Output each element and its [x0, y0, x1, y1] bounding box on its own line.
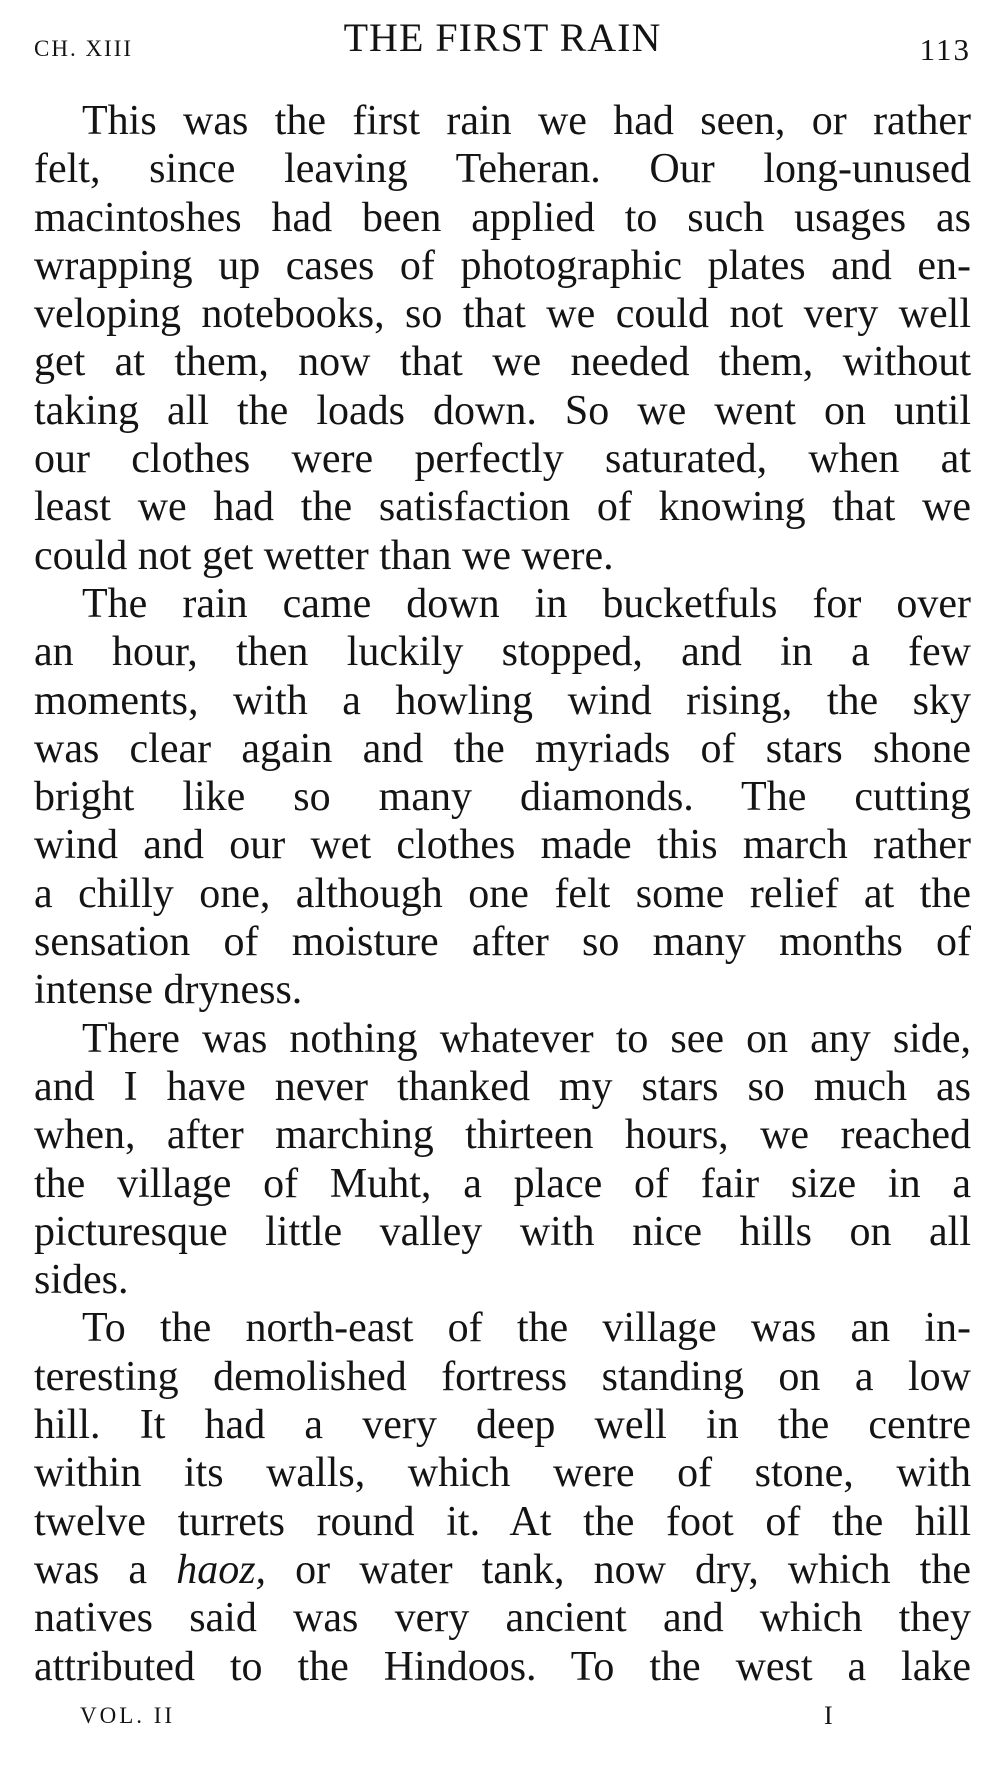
- text-line: could not get wetter than we were.: [34, 532, 614, 579]
- text-line: twelve turrets round it. At the foot of the hill: [34, 1498, 971, 1545]
- body-text: [34, 97, 971, 1691]
- text-line: was clear again and the myriads of stars shone: [34, 725, 971, 772]
- text-line-with-italic: [34, 1546, 971, 1594]
- text-line: wrapping up cases of photographic plates and en-: [34, 242, 971, 289]
- running-header: [34, 14, 971, 67]
- italic-term: haoz,: [176, 1546, 267, 1593]
- signature-mark: I: [824, 1701, 833, 1730]
- text-line: teresting demolished fortress standing on a low: [34, 1353, 971, 1400]
- text-fragment: or water tank, now dry, which the: [266, 1546, 971, 1593]
- text-line: get at them, now that we needed them, without: [34, 339, 971, 386]
- paragraph-1: [34, 97, 971, 580]
- text-line: attributed to the Hindoos. To the west a lake: [34, 1643, 971, 1690]
- text-line: an hour, then luckily stopped, and in a few: [34, 629, 971, 676]
- text-line: taking all the loads down. So we went on until: [34, 387, 971, 434]
- page-number: 113: [919, 32, 971, 67]
- text-line: The rain came down in bucketfuls for over: [82, 580, 971, 627]
- text-line: wind and our wet clothes made this march rather: [34, 822, 971, 869]
- text-line: There was nothing whatever to see on any side,: [82, 1015, 971, 1062]
- text-line: veloping notebooks, so that we could not very well: [34, 291, 971, 338]
- paragraph-4: [34, 1304, 971, 1690]
- text-line: felt, since leaving Teheran. Our long-unused: [34, 146, 971, 193]
- text-line: least we had the satisfaction of knowing that we: [34, 484, 971, 531]
- page-footer: [34, 1703, 971, 1743]
- text-fragment: was a: [34, 1546, 177, 1593]
- text-line: a chilly one, although one felt some relief at the: [34, 870, 971, 917]
- text-line: when, after marching thirteen hours, we reached: [34, 1112, 971, 1159]
- text-line: macintoshes had been applied to such usages as: [34, 194, 971, 241]
- text-line: moments, with a howling wind rising, the sky: [34, 677, 971, 724]
- paragraph-3: [34, 1015, 971, 1305]
- text-line: the village of Muht, a place of fair size in a: [34, 1160, 971, 1207]
- paragraph-2: [34, 580, 971, 1015]
- text-line: our clothes were perfectly saturated, when at: [34, 436, 971, 483]
- chapter-label: CH. XIII: [34, 36, 134, 61]
- volume-signature: VOL. II: [80, 1703, 176, 1728]
- text-line: hill. It had a very deep well in the centre: [34, 1402, 971, 1449]
- text-line: bright like so many diamonds. The cutting: [34, 774, 971, 821]
- text-line: sensation of moisture after so many months of: [34, 919, 971, 966]
- text-line: within its walls, which were of stone, with: [34, 1450, 971, 1497]
- text-line: intense dryness.: [34, 967, 303, 1014]
- text-line: This was the first rain we had seen, or rather: [82, 98, 971, 144]
- text-line: picturesque little valley with nice hills on all: [34, 1208, 971, 1255]
- text-line: sides.: [34, 1257, 129, 1304]
- text-line: and I have never thanked my stars so much as: [34, 1063, 971, 1110]
- text-line: natives said was very ancient and which they: [34, 1595, 971, 1642]
- text-line: To the north-east of the village was an in-: [82, 1305, 971, 1352]
- page-title: THE FIRST RAIN: [343, 15, 662, 60]
